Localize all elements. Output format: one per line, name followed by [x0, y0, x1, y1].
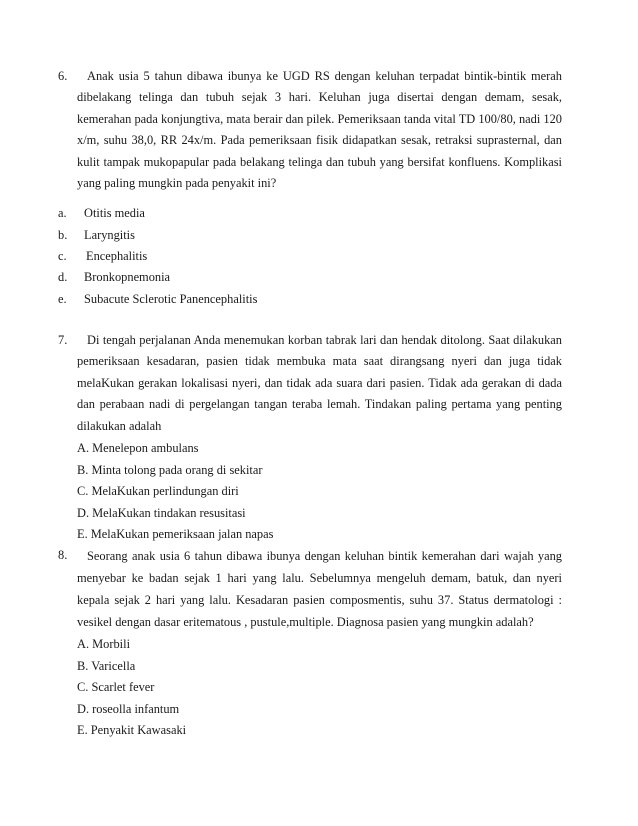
- option-d: D. roseolla infantum: [77, 702, 180, 716]
- option-text: Bronkopnemonia: [84, 270, 171, 284]
- option-e: E. MelaKukan pemeriksaan jalan napas: [77, 527, 274, 541]
- option-text: Subacute Sclerotic Panencephalitis: [84, 292, 258, 306]
- option-letter: b.: [58, 228, 68, 242]
- question-text: Anak usia 5 tahun dibawa ibunya ke UGD RS dengan keluhan terpadat bintik-bintik merah dibelakang telinga dan tubuh sejak 3 hari. Keluhan juga disertai dengan demam, sesak, kemerahan pada konjungtiva, mata berair dan pilek. Pemeriksaan tanda vital TD 100/80, nadi 120 x/m, suhu 38,0, RR 24x/m. Pada pemeriksaan fisik didapatkan sesak, retraksi suprasternal, dan kulit tampak mukopapular pada belakang telinga dan tubuh yang bersifat konfluens. Komplikasi yang paling mungkin pada penyakit ini?: [77, 69, 562, 191]
- option-d: [0, 267, 638, 287]
- option-text: Laryngitis: [84, 228, 135, 242]
- question-number: 6.: [58, 69, 68, 83]
- option-text: Otitis media: [84, 206, 145, 220]
- option-b: [0, 225, 638, 245]
- option-e: E. Penyakit Kawasaki: [77, 723, 187, 737]
- option-a: A. Morbili: [77, 637, 131, 651]
- question-text: Seorang anak usia 6 tahun dibawa ibunya dengan keluhan bintik kemerahan dari wajah yang menyebar ke badan sejak 1 hari yang lalu. Sebelumnya mengeluh demam, batuk, dan nyeri kepala sejak 2 hari yang lalu. Kesadaran pasien composmentis, suhu 37. Status dermatologi : vesikel dengan dasar eritematous , pustule,multiple. Diagnosa pasien yang mungkin adalah?: [77, 549, 562, 629]
- question-number: 8.: [58, 548, 68, 562]
- option-text: Encephalitis: [86, 249, 148, 263]
- option-letter: e.: [58, 292, 67, 306]
- option-c: C. MelaKukan perlindungan diri: [77, 484, 239, 498]
- option-c: C. Scarlet fever: [77, 680, 155, 694]
- question-number: 7.: [58, 333, 68, 347]
- option-d: D. MelaKukan tindakan resusitasi: [77, 506, 246, 520]
- option-letter: c.: [58, 249, 67, 263]
- question-text: Di tengah perjalanan Anda menemukan korban tabrak lari dan hendak ditolong. Saat dilakukan pemeriksaan kesadaran, pasien tidak membuka mata saat dirangsang nyeri dan juga tidak melaKukan gerakan lokalisasi nyeri, dan tidak ada suara dari pasien. Tidak ada gerakan di dada dan perabaan nadi di pergelangan tangan teraba lemah. Tindakan paling pertama yang penting dilakukan adalah: [77, 333, 562, 433]
- option-e: [0, 289, 638, 309]
- option-letter: d.: [58, 270, 68, 284]
- option-c: [0, 246, 638, 266]
- option-letter: a.: [58, 206, 67, 220]
- option-b: B. Varicella: [77, 659, 136, 673]
- option-b: B. Minta tolong pada orang di sekitar: [77, 463, 263, 477]
- option-a: A. Menelepon ambulans: [77, 441, 199, 455]
- option-a: [0, 203, 638, 223]
